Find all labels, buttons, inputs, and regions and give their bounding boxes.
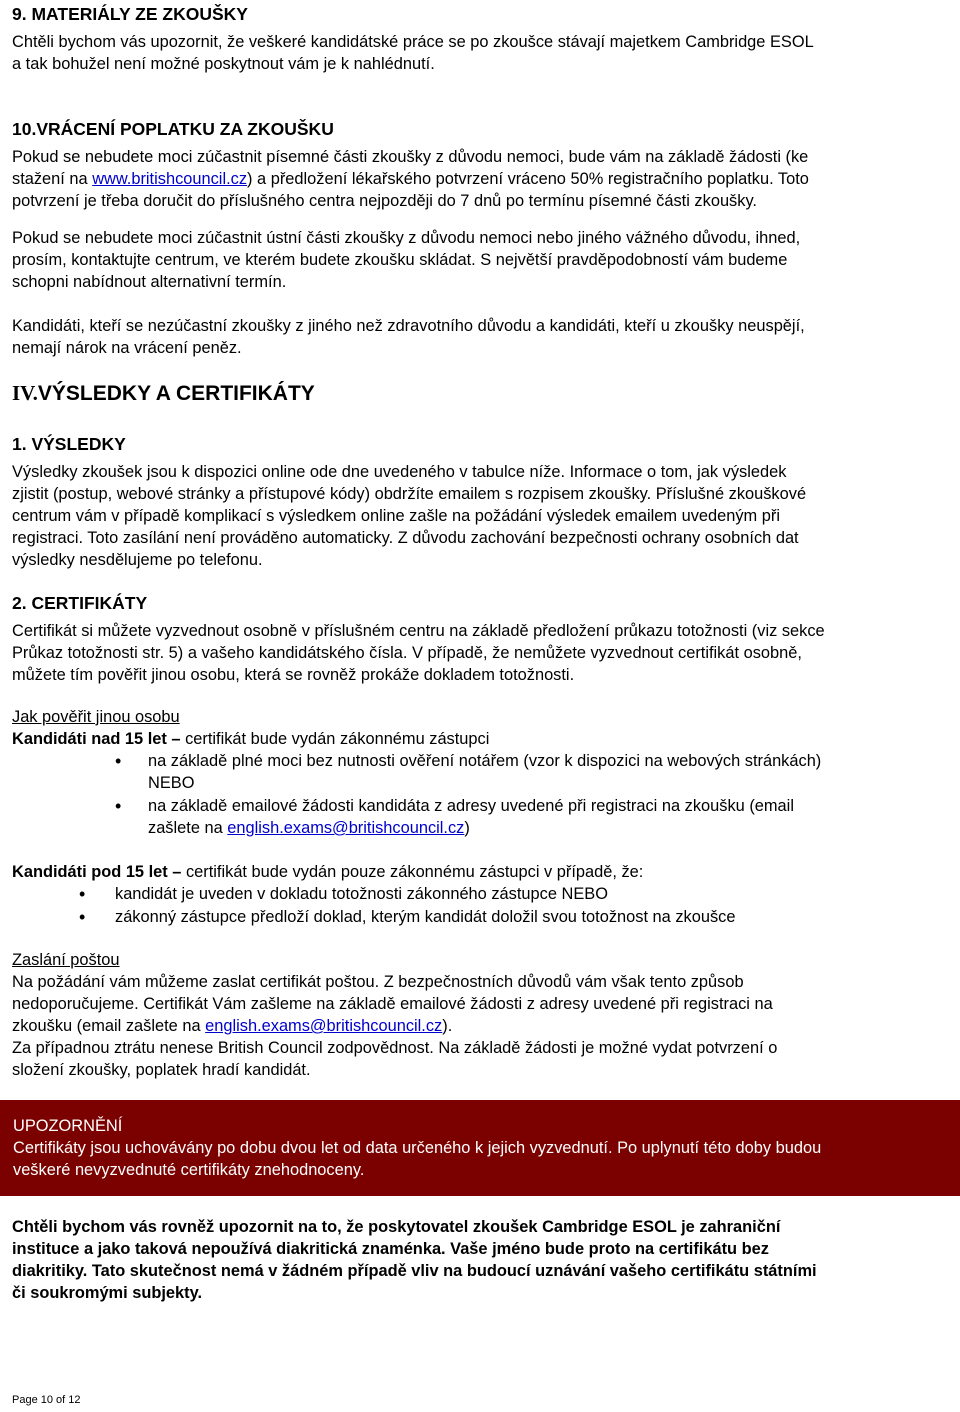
results-text-line: Výsledky zkoušek jsou k dispozici online ode dne uvedeného v tabulce níže. Informace o tom, jak výsledek	[12, 463, 787, 481]
proxy-bullet-text: kandidát je uveden v dokladu totožnosti zákonného zástupce NEBO	[115, 885, 608, 903]
note-text-line: Chtěli bychom vás rovněž upozornit na to, že poskytovatel zkoušek Cambridge ESOL je zahraniční	[12, 1218, 781, 1236]
bullet-icon: •	[79, 907, 86, 927]
part-title: VÝSLEDKY A CERTIFIKÁTY	[37, 382, 315, 405]
warning-title: UPOZORNĚNÍ	[13, 1117, 123, 1135]
s10-text-line: potvrzení je třeba doručit do příslušného centra nejpozději do 7 dnů po termínu písemné části zkoušky.	[12, 192, 757, 210]
proxy-subheading: Jak pověřit jinou osobu	[12, 708, 180, 726]
proxy-over15-line	[12, 728, 489, 750]
note-text-line: diakritiky. Tato skutečnost nemá v žádném případě vliv na budoucí uznávání vašeho certifikátu státními	[12, 1262, 817, 1280]
warning-text-line: Certifikáty jsou uchovávány po dobu dvou let od data určeného k jejich vyzvednutí. Po uplynutí této doby budou	[13, 1139, 822, 1157]
s10-text-line	[12, 168, 809, 190]
s10-text-line: Kandidáti, kteří se nezúčastní zkoušky z jiného než zdravotního důvodu a kandidáti, kteří u zkoušky neuspějí,	[12, 317, 805, 335]
certs-text-line: můžete tím pověřit jinou osobu, která se rovněž prokáže dokladem totožnosti.	[12, 666, 575, 684]
part-iv-heading	[12, 380, 315, 407]
note-text-line: či soukromými subjekty.	[12, 1284, 203, 1302]
proxy-bullet-text: NEBO	[148, 774, 195, 792]
results-text-line: centrum vám v případě komplikací s výsledkem online zašle na požádání výsledek emailem uvedeným při	[12, 507, 780, 525]
s10-text-fragment: stažení na	[12, 170, 93, 188]
mail-text-line: Na požádání vám můžeme zaslat certifikát poštou. Z bezpečnostních důvodů vám však tento způsob	[12, 973, 744, 991]
results-text-line: zjistit (postup, webové stránky a přístupové kódy) obdržíte emailem s rozpisem zkoušky. Příslušné zkouškové	[12, 485, 807, 503]
results-heading: 1. VÝSLEDKY	[12, 434, 126, 454]
mail-text-fragment: zkoušku (email zašlete na	[12, 1017, 206, 1035]
britishcouncil-link[interactable]: www.britishcouncil.cz	[92, 170, 248, 188]
s9-text-line: Chtěli bychom vás upozornit, že veškeré kandidátské práce se po zkoušce stávají majetkem Cambridge ESOL	[12, 33, 814, 51]
proxy-under15-line	[12, 861, 643, 883]
s10-text-fragment: ) a předložení lékařského potvrzení vráceno 50% registračního poplatku. Toto	[247, 170, 809, 188]
proxy-text-fragment: )	[464, 819, 470, 837]
certificates-heading: 2. CERTIFIKÁTY	[12, 593, 148, 613]
certs-text-line: Certifikát si můžete vyzvednout osobně v příslušném centru na základě předložení průkazu totožnosti (viz sekce	[12, 622, 825, 640]
s10-text-line: Pokud se nebudete moci zúčastnit písemné části zkoušky z důvodu nemoci, bude vám na základě žádosti (ke	[12, 148, 809, 166]
s10-text-line: prosím, kontaktujte centrum, ve kterém budete zkoušku skládat. S největší pravděpodobností vám budeme	[12, 251, 788, 269]
email-link[interactable]: english.exams@britishcouncil.cz	[205, 1017, 443, 1035]
section-9-heading: 9. MATERIÁLY ZE ZKOUŠKY	[12, 4, 248, 24]
proxy-over15-label: Kandidáti nad 15 let –	[12, 730, 181, 748]
mail-text-fragment: ).	[442, 1017, 453, 1035]
mail-text-line	[12, 1015, 452, 1037]
warning-text-line: veškeré nevyzvednuté certifikáty znehodnoceny.	[13, 1161, 365, 1179]
s10-text-line: nemají nárok na vrácení peněz.	[12, 339, 242, 357]
proxy-over15-text: certifikát bude vydán zákonnému zástupci	[180, 730, 490, 748]
s10-text-line: Pokud se nebudete moci zúčastnit ústní části zkoušky z důvodu nemoci nebo jiného vážného důvodu, ihned,	[12, 229, 801, 247]
results-text-line: výsledky nesdělujeme po telefonu.	[12, 551, 263, 569]
proxy-bullet-text	[148, 817, 470, 839]
bullet-icon: •	[115, 751, 122, 771]
bullet-icon: •	[115, 796, 122, 816]
mail-text-line: složení zkoušky, poplatek hradí kandidát.	[12, 1061, 311, 1079]
proxy-under15-label: Kandidáti pod 15 let –	[12, 863, 182, 881]
bullet-icon: •	[79, 884, 86, 904]
mail-text-line: Za případnou ztrátu nenese British Council zodpovědnost. Na základě žádosti je možné vydat potvrzení o	[12, 1039, 778, 1057]
email-link[interactable]: english.exams@britishcouncil.cz	[227, 819, 465, 837]
warning-box	[0, 1100, 960, 1196]
proxy-text-fragment: zašlete na	[148, 819, 228, 837]
part-roman-numeral: IV.	[12, 381, 38, 405]
s9-text-line: a tak bohužel není možné poskytnout vám je k nahlédnutí.	[12, 55, 435, 73]
proxy-under15-text: certifikát bude vydán pouze zákonnému zástupci v případě, že:	[181, 863, 644, 881]
proxy-bullet-text: na základě plné moci bez nutnosti ověření notářem (vzor k dispozici na webových stránkách)	[148, 752, 822, 770]
proxy-bullet-text: zákonný zástupce předloží doklad, kterým kandidát doložil svou totožnost na zkoušce	[115, 908, 736, 926]
note-text-line: instituce a jako taková nepoužívá diakritická znaménka. Vaše jméno bude proto na certifikátu bez	[12, 1240, 769, 1258]
proxy-bullet-text: na základě emailové žádosti kandidáta z adresy uvedené při registraci na zkoušku (email	[148, 797, 794, 815]
section-10-heading: 10.VRÁCENÍ POPLATKU ZA ZKOUŠKU	[12, 119, 334, 139]
certs-text-line: Průkaz totožnosti str. 5) a vašeho kandidátského čísla. V případě, že nemůžete vyzvednout certifikát osobně,	[12, 644, 802, 662]
results-text-line: registraci. Toto zasílání není prováděno automaticky. Z důvodu zachování bezpečnosti ochrany osobních dat	[12, 529, 799, 547]
s10-text-line: schopni nabídnout alternativní termín.	[12, 273, 287, 291]
mail-text-line: nedoporučujeme. Certifikát Vám zašleme na základě emailové žádosti z adresy uvedené při registraci na	[12, 995, 773, 1013]
page-number: Page 10 of 12	[12, 1394, 81, 1406]
mail-subheading: Zaslání poštou	[12, 951, 120, 969]
